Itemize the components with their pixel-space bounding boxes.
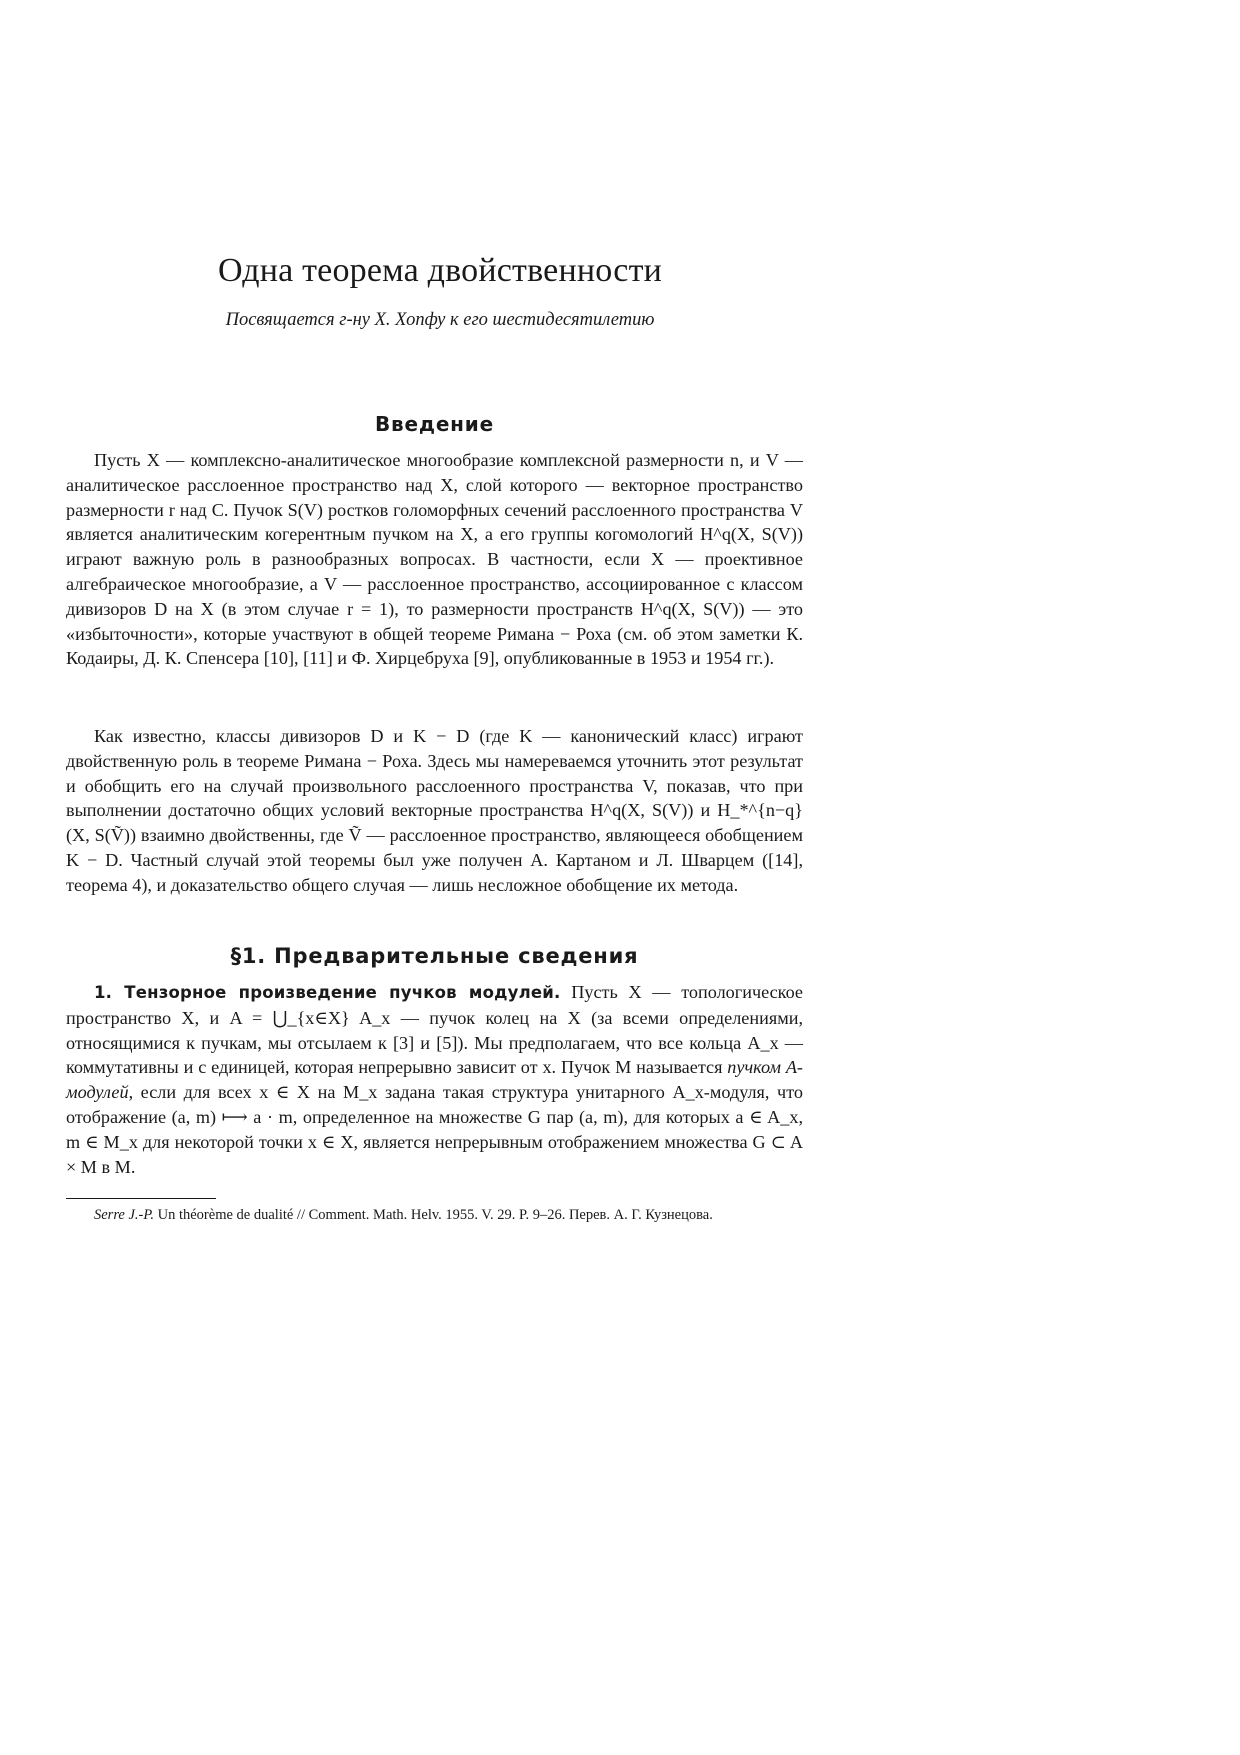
footnote-citation: Un théorème de dualité // Comment. Math. Helv. 1955. V. 29. P. 9–26. Перев. А. Г. Кузнецова. <box>154 1207 713 1223</box>
section-1-heading: §1. Предварительные сведения <box>230 944 639 968</box>
intro-paragraph-1: Пусть X — комплексно-аналитическое многообразие комплексной размерности n, и V — аналитическое расслоенное пространство над X, слой которого — векторное пространство размерности r над C. Пучок S(V) ростков голоморфных сечений расслоенного пространства V является аналитическим когерентным пучком на X, а его группы когомологий H^q(X, S(V)) играют важную роль в разнообразных вопросах. В частности, если X — проективное алгебраическое многообразие, а V — расслоенное пространство, ассоциированное с классом дивизоров D на X (в этом случае r = 1), то размерности пространств H^q(X, S(V)) — это «избыточности», которые участвуют в общей теореме Римана − Роха (см. об этом заметки К. Кодаиры, Д. К. Спенсера [10], [11] и Ф. Хирцебруха [9], опубликованные в 1953 и 1954 гг.). <box>66 450 803 669</box>
subsection-title: 1. Тензорное произведение пучков модулей. <box>94 983 561 1002</box>
footnote-rule <box>66 1198 216 1199</box>
footnote-author: Serre J.-P. <box>94 1207 154 1223</box>
section-1-paragraph <box>66 980 803 1179</box>
section-1-text-a: Пусть X — топологическое пространство X, и A = ⋃_{x∈X} A_x — пучок колец на X (за всеми определениями, относящимися к пучкам, мы отсылаем к [3] и [5]). Мы предполагаем, что все кольца A_x — коммутативны и с единицей, которая непрерывно зависит от x. Пучок M называется <box>66 982 803 1078</box>
section-1-text-b: , если для всех x ∈ X на M_x задана такая структура унитарного A_x-модуля, что отображение (a, m) ⟼ a · m, определенное на множестве G пар (a, m), для которых a ∈ A_x, m ∈ M_x для некоторой точки x ∈ X, является непрерывным отображением множества G ⊂ A × M в M. <box>66 1082 803 1177</box>
article-title: Одна теорема двойственности <box>217 252 663 289</box>
intro-paragraph-2: Как известно, классы дивизоров D и K − D (где K — канонический класс) играют двойственную роль в теореме Римана − Роха. Здесь мы намереваемся уточнить этот результат и обобщить его на случай произвольного расслоенного пространства V, показав, что при выполнении достаточно общих условий векторные пространства H^q(X, S(V)) и H_*^{n−q}(X, S(Ṽ)) взаимно двойственны, где Ṽ — расслоенное пространство, являющееся обобщением K − D. Частный случай этой теоремы был уже получен А. Картаном и Л. Шварцем ([14], теорема 4), и доказательство общего случая — лишь несложное обобщение их метода. <box>66 726 803 895</box>
dedication: Посвящается г-ну Х. Хопфу к его шестидесятилетию <box>225 310 655 330</box>
footnote <box>66 1206 803 1225</box>
intro-heading: Введение <box>375 412 494 436</box>
section-1-emphasis: пучком A-модулей <box>66 1057 803 1103</box>
